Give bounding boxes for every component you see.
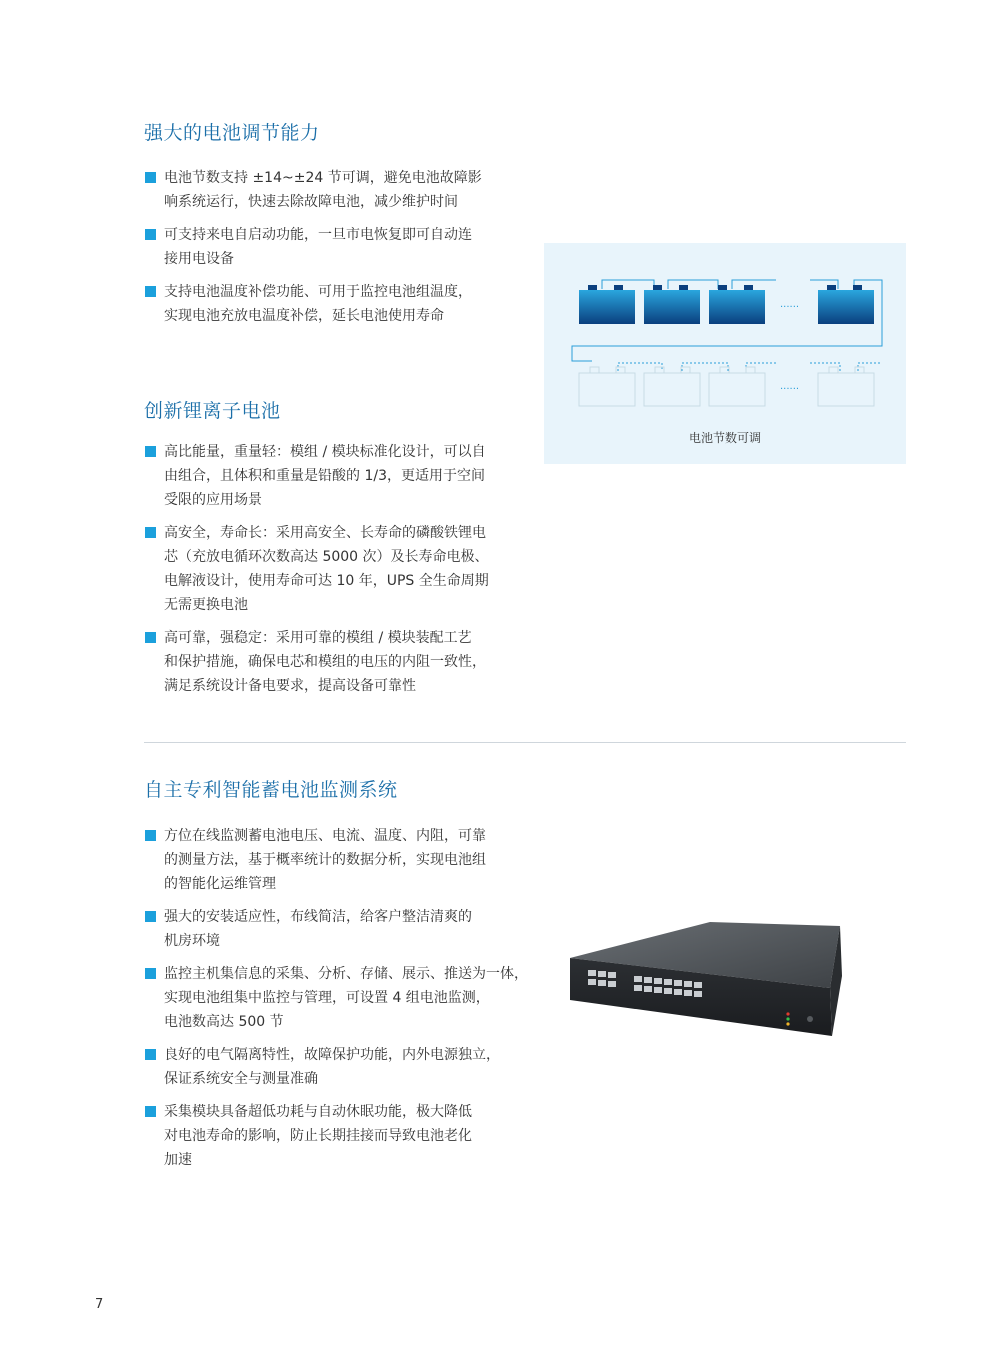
list-item bbox=[145, 440, 505, 512]
list-item-text-line: 接用电设备 bbox=[164, 251, 234, 267]
section-title-lithium-battery: 创新锂离子电池 bbox=[144, 400, 281, 422]
square-bullet-icon bbox=[145, 286, 156, 297]
battery-outline-4 bbox=[818, 367, 874, 406]
list-item bbox=[145, 1100, 505, 1172]
list-item-text-line: 的智能化运维管理 bbox=[164, 876, 276, 892]
list-item-text-line: 电解液设计，使用寿命可达 10 年，UPS 全生命周期 bbox=[164, 573, 489, 589]
ellipsis-top: ...... bbox=[780, 299, 800, 310]
battery-outline-1 bbox=[579, 367, 635, 406]
list-item bbox=[145, 824, 505, 896]
square-bullet-icon bbox=[145, 911, 156, 922]
list-item-text-line: 监控主机集信息的采集、分析、存储、展示、推送为一体， bbox=[164, 966, 528, 982]
page-number: 7 bbox=[95, 1297, 104, 1312]
square-bullet-icon bbox=[145, 1049, 156, 1060]
square-bullet-icon bbox=[145, 968, 156, 979]
list-item-text-line: 良好的电气隔离特性，故障保护功能，内外电源独立， bbox=[164, 1047, 500, 1063]
list-item-text-line: 强大的安装适应性，布线简洁，给客户整洁清爽的 bbox=[164, 909, 472, 925]
list-item-text-line: 对电池寿命的影响，防止长期挂接而导致电池老化 bbox=[164, 1128, 472, 1144]
square-bullet-icon bbox=[145, 1106, 156, 1117]
section-title-battery-adjust: 强大的电池调节能力 bbox=[144, 122, 320, 144]
battery-4 bbox=[818, 285, 874, 324]
list-item-text-line: 芯（充放电循环次数高达 5000 次）及长寿命电极、 bbox=[164, 549, 489, 565]
battery-outline-3 bbox=[709, 367, 765, 406]
outline-batteries bbox=[579, 367, 874, 406]
list-item-text-line: 满足系统设计备电要求，提高设备可靠性 bbox=[164, 678, 416, 694]
list-item-text-line: 加速 bbox=[164, 1152, 192, 1168]
list-item-text-line: 实现电池充放电温度补偿，延长电池使用寿命 bbox=[164, 308, 444, 324]
square-bullet-icon bbox=[145, 527, 156, 538]
filled-batteries bbox=[579, 285, 874, 324]
list-item-text-line: 无需更换电池 bbox=[164, 597, 248, 613]
list-item bbox=[145, 1043, 505, 1091]
ellipsis-bottom: ...... bbox=[780, 381, 800, 392]
list-item bbox=[145, 626, 505, 698]
list-item-text-line: 保证系统安全与测量准确 bbox=[164, 1071, 318, 1087]
list-item bbox=[145, 223, 505, 271]
list-item bbox=[145, 280, 505, 328]
list-item-text-line: 由组合，且体积和重量是铅酸的 1/3，更适用于空间 bbox=[164, 468, 485, 484]
list-item-text-line: 受限的应用场景 bbox=[164, 492, 262, 508]
section-divider bbox=[144, 742, 906, 743]
list-item-text-line: 支持电池温度补偿功能、可用于监控电池组温度， bbox=[164, 284, 472, 300]
list-item-text-line: 机房环境 bbox=[164, 933, 220, 949]
list-item-text-line: 响系统运行，快速去除故障电池，减少维护时间 bbox=[164, 194, 458, 210]
list-item-text-line: 的测量方法，基于概率统计的数据分析，实现电池组 bbox=[164, 852, 486, 868]
battery-3 bbox=[709, 285, 765, 324]
diagram-caption: 电池节数可调 bbox=[688, 431, 761, 445]
square-bullet-icon bbox=[145, 446, 156, 457]
lithium-battery-list bbox=[145, 440, 505, 707]
battery-adjust-list bbox=[145, 166, 505, 337]
list-item-text-line: 实现电池组集中监控与管理，可设置 4 组电池监测， bbox=[164, 990, 490, 1006]
square-bullet-icon bbox=[145, 632, 156, 643]
list-item-text-line: 高安全，寿命长：采用高安全、长寿命的磷酸铁锂电 bbox=[164, 525, 486, 541]
square-bullet-icon bbox=[145, 229, 156, 240]
list-item-text-line: 和保护措施，确保电芯和模组的电压的内阻一致性， bbox=[164, 654, 486, 670]
list-item bbox=[145, 962, 528, 1034]
list-item-text-line: 方位在线监测蓄电池电压、电流、温度、内阻，可靠 bbox=[164, 828, 486, 844]
list-item bbox=[145, 166, 505, 214]
monitoring-system-list bbox=[145, 824, 528, 1181]
list-item-text-line: 可支持来电自启动功能，一旦市电恢复即可自动连 bbox=[164, 227, 472, 243]
battery-2 bbox=[644, 285, 700, 324]
list-item bbox=[145, 521, 505, 617]
square-bullet-icon bbox=[145, 172, 156, 183]
battery-outline-2 bbox=[644, 367, 700, 406]
list-item-text-line: 高比能量，重量轻：模组 / 模块标准化设计，可以自 bbox=[164, 444, 486, 460]
section-title-monitoring-system: 自主专利智能蓄电池监测系统 bbox=[144, 779, 398, 801]
list-item-text-line: 电池数高达 500 节 bbox=[164, 1014, 284, 1030]
list-item-text-line: 高可靠，强稳定：采用可靠的模组 / 模块装配工艺 bbox=[164, 630, 472, 646]
list-item-text-line: 采集模块具备超低功耗与自动休眠功能，极大降低 bbox=[164, 1104, 472, 1120]
list-item-text-line: 电池节数支持 ±14~±24 节可调，避免电池故障影 bbox=[164, 170, 482, 186]
monitor-host-device-image bbox=[560, 918, 860, 1043]
battery-1 bbox=[579, 285, 635, 324]
battery-diagram bbox=[544, 243, 906, 464]
device-graphic bbox=[560, 918, 860, 1043]
list-item bbox=[145, 905, 505, 953]
square-bullet-icon bbox=[145, 830, 156, 841]
